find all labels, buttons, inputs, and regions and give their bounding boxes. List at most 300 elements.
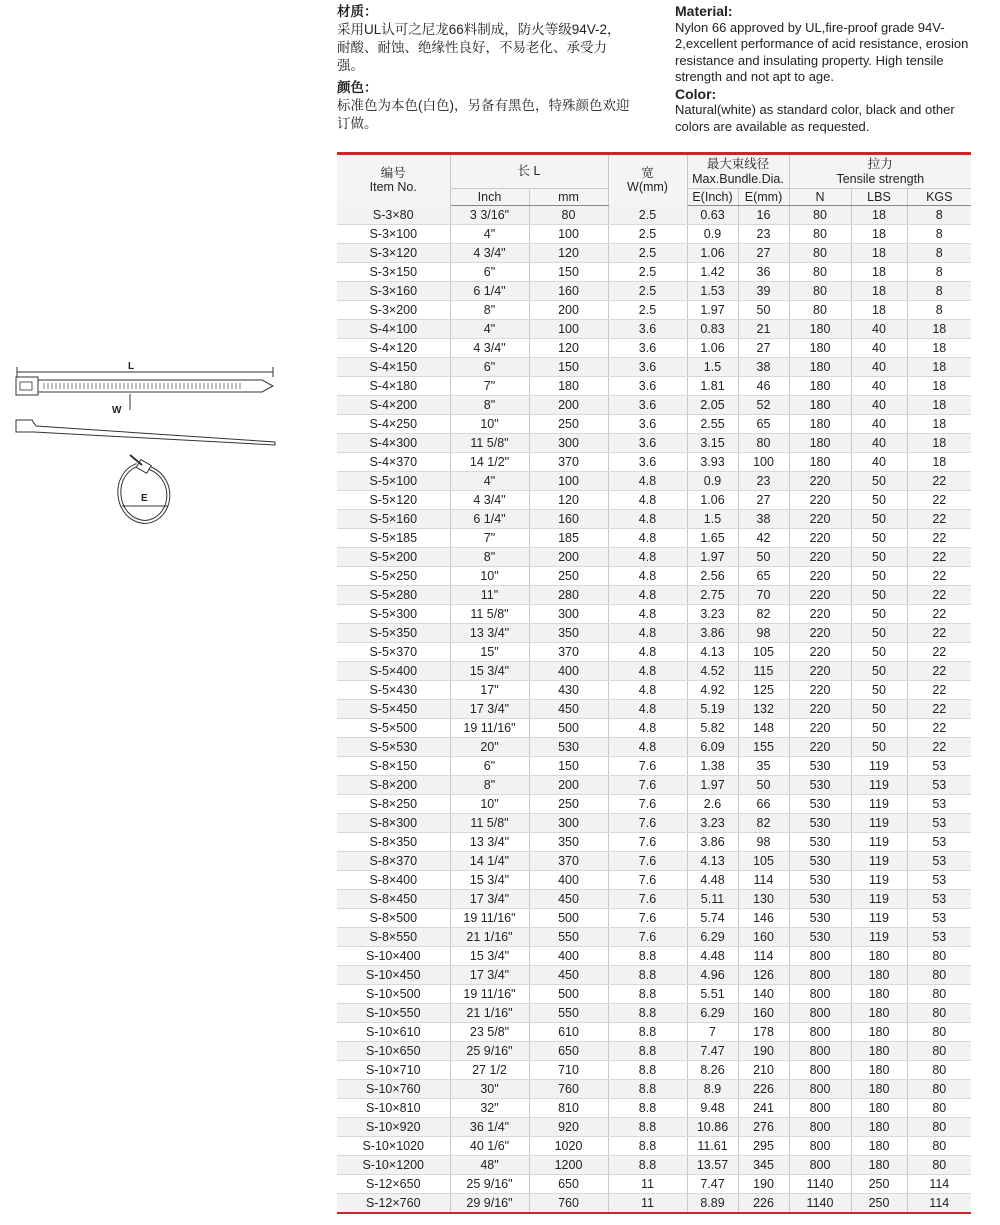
table-row xyxy=(337,510,971,529)
cell-length-inch: 8" xyxy=(450,548,529,567)
cell-length-inch: 4 3/4" xyxy=(450,491,529,510)
cell-tensile-kgs: 22 xyxy=(907,700,971,719)
cell-length-mm: 300 xyxy=(529,434,608,453)
table-row xyxy=(337,1175,971,1194)
cell-length-inch: 17" xyxy=(450,681,529,700)
cell-item-no: S-4×120 xyxy=(337,339,450,358)
cell-item-no: S-5×280 xyxy=(337,586,450,605)
cell-item-no: S-3×150 xyxy=(337,263,450,282)
cell-item-no: S-5×530 xyxy=(337,738,450,757)
cell-tensile-n: 800 xyxy=(789,1080,851,1099)
cell-length-mm: 650 xyxy=(529,1042,608,1061)
cell-length-inch: 23 5/8" xyxy=(450,1023,529,1042)
cell-bundle-mm: 190 xyxy=(738,1175,789,1194)
table-row xyxy=(337,833,971,852)
header-lbs: LBS xyxy=(851,189,907,206)
cell-tensile-n: 220 xyxy=(789,624,851,643)
cell-tensile-lbs: 40 xyxy=(851,320,907,339)
cell-width-mm: 3.6 xyxy=(608,320,687,339)
cell-bundle-mm: 241 xyxy=(738,1099,789,1118)
cell-bundle-inch: 1.53 xyxy=(687,282,738,301)
cell-length-inch: 19 11/16" xyxy=(450,909,529,928)
cell-length-inch: 17 3/4" xyxy=(450,700,529,719)
cell-tensile-n: 220 xyxy=(789,472,851,491)
cn-material-heading: 材质： xyxy=(337,4,378,19)
table-row xyxy=(337,396,971,415)
cell-bundle-mm: 27 xyxy=(738,339,789,358)
cell-bundle-mm: 125 xyxy=(738,681,789,700)
cell-bundle-mm: 65 xyxy=(738,415,789,434)
cell-item-no: S-4×100 xyxy=(337,320,450,339)
cell-tensile-lbs: 119 xyxy=(851,852,907,871)
cell-tensile-lbs: 180 xyxy=(851,1137,907,1156)
cell-length-inch: 11 5/8" xyxy=(450,434,529,453)
cell-tensile-n: 530 xyxy=(789,871,851,890)
header-kgs: KGS xyxy=(907,189,971,206)
cell-tensile-n: 800 xyxy=(789,1023,851,1042)
cell-tensile-kgs: 22 xyxy=(907,529,971,548)
cell-length-inch: 15 3/4" xyxy=(450,662,529,681)
cell-bundle-inch: 2.05 xyxy=(687,396,738,415)
cell-length-mm: 180 xyxy=(529,377,608,396)
cell-item-no: S-8×400 xyxy=(337,871,450,890)
cell-tensile-kgs: 80 xyxy=(907,1099,971,1118)
cell-item-no: S-5×100 xyxy=(337,472,450,491)
table-row xyxy=(337,320,971,339)
cell-width-mm: 2.5 xyxy=(608,301,687,320)
table-row xyxy=(337,1061,971,1080)
cell-bundle-inch: 5.82 xyxy=(687,719,738,738)
cell-length-inch: 4 3/4" xyxy=(450,244,529,263)
cell-length-mm: 280 xyxy=(529,586,608,605)
cell-item-no: S-10×810 xyxy=(337,1099,450,1118)
cell-tensile-kgs: 22 xyxy=(907,548,971,567)
cell-length-mm: 810 xyxy=(529,1099,608,1118)
cell-tensile-lbs: 50 xyxy=(851,586,907,605)
cell-tensile-kgs: 18 xyxy=(907,453,971,472)
cell-length-mm: 120 xyxy=(529,244,608,263)
label-l: L xyxy=(128,361,135,372)
cn-material-text: 采用UL认可之尼龙66料制成，防火等级94V-2，耐酸、耐蚀、绝缘性良好，不易老化、承受力强。 xyxy=(337,22,621,73)
cell-length-mm: 370 xyxy=(529,453,608,472)
cell-bundle-inch: 3.86 xyxy=(687,624,738,643)
cell-length-mm: 160 xyxy=(529,282,608,301)
cell-bundle-mm: 38 xyxy=(738,510,789,529)
cell-length-mm: 400 xyxy=(529,947,608,966)
header-e-inch: E(Inch) xyxy=(687,189,738,206)
cell-width-mm: 3.6 xyxy=(608,358,687,377)
table-row xyxy=(337,301,971,320)
cell-tensile-n: 180 xyxy=(789,339,851,358)
cell-bundle-inch: 1.5 xyxy=(687,510,738,529)
cell-tensile-kgs: 18 xyxy=(907,415,971,434)
cell-length-mm: 550 xyxy=(529,1004,608,1023)
cell-bundle-inch: 4.52 xyxy=(687,662,738,681)
cell-length-inch: 10" xyxy=(450,795,529,814)
cell-width-mm: 7.6 xyxy=(608,928,687,947)
cell-width-mm: 4.8 xyxy=(608,681,687,700)
cell-width-mm: 8.8 xyxy=(608,947,687,966)
cell-width-mm: 3.6 xyxy=(608,434,687,453)
cell-bundle-inch: 0.83 xyxy=(687,320,738,339)
cell-length-mm: 200 xyxy=(529,396,608,415)
cell-bundle-mm: 210 xyxy=(738,1061,789,1080)
cell-tensile-kgs: 80 xyxy=(907,1137,971,1156)
cell-length-inch: 10" xyxy=(450,567,529,586)
cell-bundle-mm: 146 xyxy=(738,909,789,928)
table-row xyxy=(337,586,971,605)
cell-length-mm: 1020 xyxy=(529,1137,608,1156)
table-row xyxy=(337,472,971,491)
cell-bundle-mm: 160 xyxy=(738,928,789,947)
cell-tensile-n: 800 xyxy=(789,985,851,1004)
cell-tensile-lbs: 18 xyxy=(851,206,907,225)
cell-tensile-kgs: 80 xyxy=(907,1080,971,1099)
cn-color-heading: 颜色： xyxy=(337,80,378,95)
cell-bundle-mm: 50 xyxy=(738,301,789,320)
table-row xyxy=(337,605,971,624)
cell-length-inch: 14 1/4" xyxy=(450,852,529,871)
cell-item-no: S-4×200 xyxy=(337,396,450,415)
cell-tensile-kgs: 22 xyxy=(907,719,971,738)
spec-table-body xyxy=(337,206,971,1214)
cell-width-mm: 7.6 xyxy=(608,814,687,833)
cell-length-inch: 6" xyxy=(450,757,529,776)
cell-tensile-kgs: 53 xyxy=(907,871,971,890)
cell-item-no: S-10×550 xyxy=(337,1004,450,1023)
cell-width-mm: 2.5 xyxy=(608,263,687,282)
cell-bundle-inch: 6.09 xyxy=(687,738,738,757)
table-row xyxy=(337,852,971,871)
cell-tensile-lbs: 180 xyxy=(851,1023,907,1042)
cell-tensile-lbs: 40 xyxy=(851,396,907,415)
cell-length-mm: 610 xyxy=(529,1023,608,1042)
cell-bundle-inch: 1.06 xyxy=(687,339,738,358)
cell-tensile-kgs: 8 xyxy=(907,206,971,225)
cell-tensile-n: 800 xyxy=(789,1061,851,1080)
cell-item-no: S-5×500 xyxy=(337,719,450,738)
cell-length-mm: 80 xyxy=(529,206,608,225)
cell-tensile-n: 530 xyxy=(789,928,851,947)
cell-bundle-mm: 98 xyxy=(738,624,789,643)
table-row xyxy=(337,206,971,225)
cell-width-mm: 11 xyxy=(608,1194,687,1214)
cell-width-mm: 2.5 xyxy=(608,225,687,244)
cell-tensile-lbs: 119 xyxy=(851,833,907,852)
chinese-description xyxy=(337,3,632,133)
cell-length-mm: 200 xyxy=(529,776,608,795)
cell-bundle-inch: 5.11 xyxy=(687,890,738,909)
cell-bundle-mm: 66 xyxy=(738,795,789,814)
cell-length-inch: 29 9/16" xyxy=(450,1194,529,1214)
cell-bundle-inch: 5.74 xyxy=(687,909,738,928)
cell-length-mm: 400 xyxy=(529,662,608,681)
cell-tensile-lbs: 18 xyxy=(851,282,907,301)
cell-length-mm: 550 xyxy=(529,928,608,947)
cell-length-inch: 8" xyxy=(450,776,529,795)
cell-tensile-n: 220 xyxy=(789,681,851,700)
cell-tensile-lbs: 119 xyxy=(851,928,907,947)
cell-item-no: S-8×500 xyxy=(337,909,450,928)
cell-tensile-kgs: 53 xyxy=(907,814,971,833)
cell-bundle-inch: 1.38 xyxy=(687,757,738,776)
cell-bundle-mm: 100 xyxy=(738,453,789,472)
cell-tensile-lbs: 180 xyxy=(851,985,907,1004)
english-description xyxy=(675,3,975,135)
cell-length-mm: 400 xyxy=(529,871,608,890)
cell-tensile-kgs: 22 xyxy=(907,472,971,491)
cell-tensile-lbs: 18 xyxy=(851,225,907,244)
cell-width-mm: 4.8 xyxy=(608,510,687,529)
table-row xyxy=(337,1099,971,1118)
table-row xyxy=(337,719,971,738)
cell-tensile-kgs: 18 xyxy=(907,339,971,358)
cell-tensile-lbs: 50 xyxy=(851,681,907,700)
cell-item-no: S-10×650 xyxy=(337,1042,450,1061)
cell-tensile-kgs: 8 xyxy=(907,263,971,282)
cell-width-mm: 2.5 xyxy=(608,244,687,263)
table-row xyxy=(337,1137,971,1156)
cell-item-no: S-4×370 xyxy=(337,453,450,472)
cell-bundle-mm: 155 xyxy=(738,738,789,757)
header-e-mm: E(mm) xyxy=(738,189,789,206)
table-row xyxy=(337,244,971,263)
cell-bundle-mm: 46 xyxy=(738,377,789,396)
cell-width-mm: 4.8 xyxy=(608,624,687,643)
cell-tensile-kgs: 22 xyxy=(907,605,971,624)
cell-length-inch: 30" xyxy=(450,1080,529,1099)
label-e: E xyxy=(141,493,148,504)
tie-side-view xyxy=(16,420,275,445)
cell-width-mm: 7.6 xyxy=(608,852,687,871)
table-row xyxy=(337,966,971,985)
cell-bundle-inch: 10.86 xyxy=(687,1118,738,1137)
cell-tensile-lbs: 18 xyxy=(851,244,907,263)
cell-length-inch: 11 5/8" xyxy=(450,605,529,624)
cell-tensile-kgs: 80 xyxy=(907,947,971,966)
cell-length-mm: 650 xyxy=(529,1175,608,1194)
cell-tensile-lbs: 180 xyxy=(851,1118,907,1137)
cell-tensile-n: 220 xyxy=(789,529,851,548)
cell-bundle-mm: 114 xyxy=(738,947,789,966)
cell-item-no: S-10×710 xyxy=(337,1061,450,1080)
cell-length-mm: 200 xyxy=(529,548,608,567)
cell-length-mm: 150 xyxy=(529,263,608,282)
cell-length-mm: 100 xyxy=(529,320,608,339)
cell-item-no: S-3×160 xyxy=(337,282,450,301)
cell-length-inch: 17 3/4" xyxy=(450,966,529,985)
cell-width-mm: 4.8 xyxy=(608,472,687,491)
header-inch: Inch xyxy=(450,189,529,206)
cell-length-mm: 250 xyxy=(529,415,608,434)
cell-bundle-inch: 8.9 xyxy=(687,1080,738,1099)
cell-bundle-mm: 132 xyxy=(738,700,789,719)
cell-tensile-lbs: 180 xyxy=(851,966,907,985)
cell-tensile-lbs: 250 xyxy=(851,1175,907,1194)
cell-width-mm: 4.8 xyxy=(608,586,687,605)
cell-item-no: S-5×160 xyxy=(337,510,450,529)
cell-length-mm: 200 xyxy=(529,301,608,320)
cell-tensile-kgs: 8 xyxy=(907,225,971,244)
cell-bundle-inch: 9.48 xyxy=(687,1099,738,1118)
cell-bundle-inch: 2.55 xyxy=(687,415,738,434)
cell-tensile-n: 220 xyxy=(789,643,851,662)
table-row xyxy=(337,871,971,890)
cell-width-mm: 4.8 xyxy=(608,700,687,719)
cell-tensile-n: 220 xyxy=(789,662,851,681)
cell-tensile-lbs: 40 xyxy=(851,339,907,358)
tie-head xyxy=(16,377,38,395)
cell-item-no: S-8×150 xyxy=(337,757,450,776)
cell-length-mm: 500 xyxy=(529,719,608,738)
cell-length-mm: 710 xyxy=(529,1061,608,1080)
cell-width-mm: 4.8 xyxy=(608,529,687,548)
table-row xyxy=(337,662,971,681)
table-row xyxy=(337,1042,971,1061)
cell-item-no: S-8×200 xyxy=(337,776,450,795)
cell-item-no: S-10×1200 xyxy=(337,1156,450,1175)
cell-length-mm: 760 xyxy=(529,1080,608,1099)
cell-tensile-lbs: 119 xyxy=(851,909,907,928)
table-row xyxy=(337,757,971,776)
cell-tensile-kgs: 80 xyxy=(907,1042,971,1061)
cell-tensile-n: 800 xyxy=(789,1156,851,1175)
table-row xyxy=(337,377,971,396)
cell-item-no: S-5×450 xyxy=(337,700,450,719)
cell-width-mm: 4.8 xyxy=(608,567,687,586)
cell-tensile-lbs: 50 xyxy=(851,738,907,757)
cell-bundle-mm: 36 xyxy=(738,263,789,282)
cell-bundle-mm: 27 xyxy=(738,244,789,263)
cell-tensile-n: 800 xyxy=(789,947,851,966)
cell-bundle-mm: 70 xyxy=(738,586,789,605)
cell-length-inch: 11 5/8" xyxy=(450,814,529,833)
cell-length-mm: 160 xyxy=(529,510,608,529)
cell-bundle-mm: 190 xyxy=(738,1042,789,1061)
cell-bundle-mm: 345 xyxy=(738,1156,789,1175)
cell-item-no: S-3×200 xyxy=(337,301,450,320)
cell-bundle-mm: 126 xyxy=(738,966,789,985)
cell-tensile-n: 220 xyxy=(789,491,851,510)
cell-bundle-inch: 8.89 xyxy=(687,1194,738,1214)
cell-width-mm: 8.8 xyxy=(608,1137,687,1156)
cell-length-mm: 500 xyxy=(529,985,608,1004)
table-row xyxy=(337,928,971,947)
cell-tensile-kgs: 114 xyxy=(907,1175,971,1194)
cell-width-mm: 4.8 xyxy=(608,491,687,510)
table-row xyxy=(337,1004,971,1023)
cell-bundle-inch: 6.29 xyxy=(687,1004,738,1023)
cell-length-mm: 350 xyxy=(529,624,608,643)
cell-width-mm: 8.8 xyxy=(608,1023,687,1042)
cell-item-no: S-8×350 xyxy=(337,833,450,852)
cell-length-mm: 300 xyxy=(529,605,608,624)
cell-tensile-kgs: 80 xyxy=(907,985,971,1004)
table-row xyxy=(337,795,971,814)
cell-item-no: S-10×920 xyxy=(337,1118,450,1137)
cell-tensile-lbs: 50 xyxy=(851,624,907,643)
cell-width-mm: 8.8 xyxy=(608,1080,687,1099)
cell-length-inch: 7" xyxy=(450,377,529,396)
cell-length-inch: 17 3/4" xyxy=(450,890,529,909)
table-row xyxy=(337,624,971,643)
cell-bundle-mm: 105 xyxy=(738,643,789,662)
cell-width-mm: 4.8 xyxy=(608,605,687,624)
cell-item-no: S-12×760 xyxy=(337,1194,450,1214)
cell-length-mm: 500 xyxy=(529,909,608,928)
cell-width-mm: 8.8 xyxy=(608,1004,687,1023)
cell-item-no: S-5×200 xyxy=(337,548,450,567)
cell-bundle-inch: 4.13 xyxy=(687,852,738,871)
table-row xyxy=(337,282,971,301)
cell-bundle-mm: 160 xyxy=(738,1004,789,1023)
cell-length-mm: 250 xyxy=(529,567,608,586)
cell-item-no: S-8×250 xyxy=(337,795,450,814)
cell-length-inch: 4" xyxy=(450,320,529,339)
cell-tensile-kgs: 53 xyxy=(907,833,971,852)
cell-width-mm: 7.6 xyxy=(608,795,687,814)
cell-tensile-kgs: 18 xyxy=(907,358,971,377)
cell-length-inch: 19 11/16" xyxy=(450,719,529,738)
cell-tensile-n: 800 xyxy=(789,1118,851,1137)
cell-tensile-kgs: 22 xyxy=(907,643,971,662)
cell-length-inch: 10" xyxy=(450,415,529,434)
cell-width-mm: 2.5 xyxy=(608,282,687,301)
cell-item-no: S-5×185 xyxy=(337,529,450,548)
cell-tensile-n: 180 xyxy=(789,320,851,339)
cell-tensile-kgs: 18 xyxy=(907,434,971,453)
table-row xyxy=(337,738,971,757)
cell-bundle-inch: 5.51 xyxy=(687,985,738,1004)
cell-length-inch: 15" xyxy=(450,643,529,662)
cell-tensile-lbs: 40 xyxy=(851,415,907,434)
cell-length-inch: 21 1/16" xyxy=(450,1004,529,1023)
cell-tensile-n: 1140 xyxy=(789,1175,851,1194)
cell-tensile-lbs: 119 xyxy=(851,890,907,909)
cell-bundle-mm: 23 xyxy=(738,472,789,491)
cell-bundle-mm: 50 xyxy=(738,776,789,795)
cell-bundle-inch: 1.97 xyxy=(687,776,738,795)
cell-bundle-mm: 140 xyxy=(738,985,789,1004)
cell-tensile-lbs: 119 xyxy=(851,776,907,795)
cell-tensile-n: 180 xyxy=(789,377,851,396)
cell-bundle-inch: 3.15 xyxy=(687,434,738,453)
cell-bundle-inch: 2.6 xyxy=(687,795,738,814)
cell-length-mm: 250 xyxy=(529,795,608,814)
cell-width-mm: 3.6 xyxy=(608,396,687,415)
cell-tensile-kgs: 53 xyxy=(907,776,971,795)
table-row xyxy=(337,491,971,510)
cell-length-mm: 1200 xyxy=(529,1156,608,1175)
cell-width-mm: 8.8 xyxy=(608,1042,687,1061)
cell-tensile-n: 220 xyxy=(789,548,851,567)
table-row xyxy=(337,681,971,700)
cell-length-inch: 40 1/6" xyxy=(450,1137,529,1156)
cell-tensile-lbs: 18 xyxy=(851,301,907,320)
cell-item-no: S-10×500 xyxy=(337,985,450,1004)
cell-bundle-inch: 1.06 xyxy=(687,244,738,263)
cell-tensile-n: 80 xyxy=(789,206,851,225)
cell-bundle-mm: 65 xyxy=(738,567,789,586)
cell-length-mm: 450 xyxy=(529,700,608,719)
cell-width-mm: 8.8 xyxy=(608,1156,687,1175)
cell-tensile-kgs: 18 xyxy=(907,396,971,415)
header-bundle-dia: 最大束线径 Max.Bundle.Dia. xyxy=(687,154,789,189)
cell-tensile-kgs: 22 xyxy=(907,510,971,529)
cell-bundle-inch: 8.26 xyxy=(687,1061,738,1080)
cell-tensile-lbs: 180 xyxy=(851,947,907,966)
table-row xyxy=(337,776,971,795)
